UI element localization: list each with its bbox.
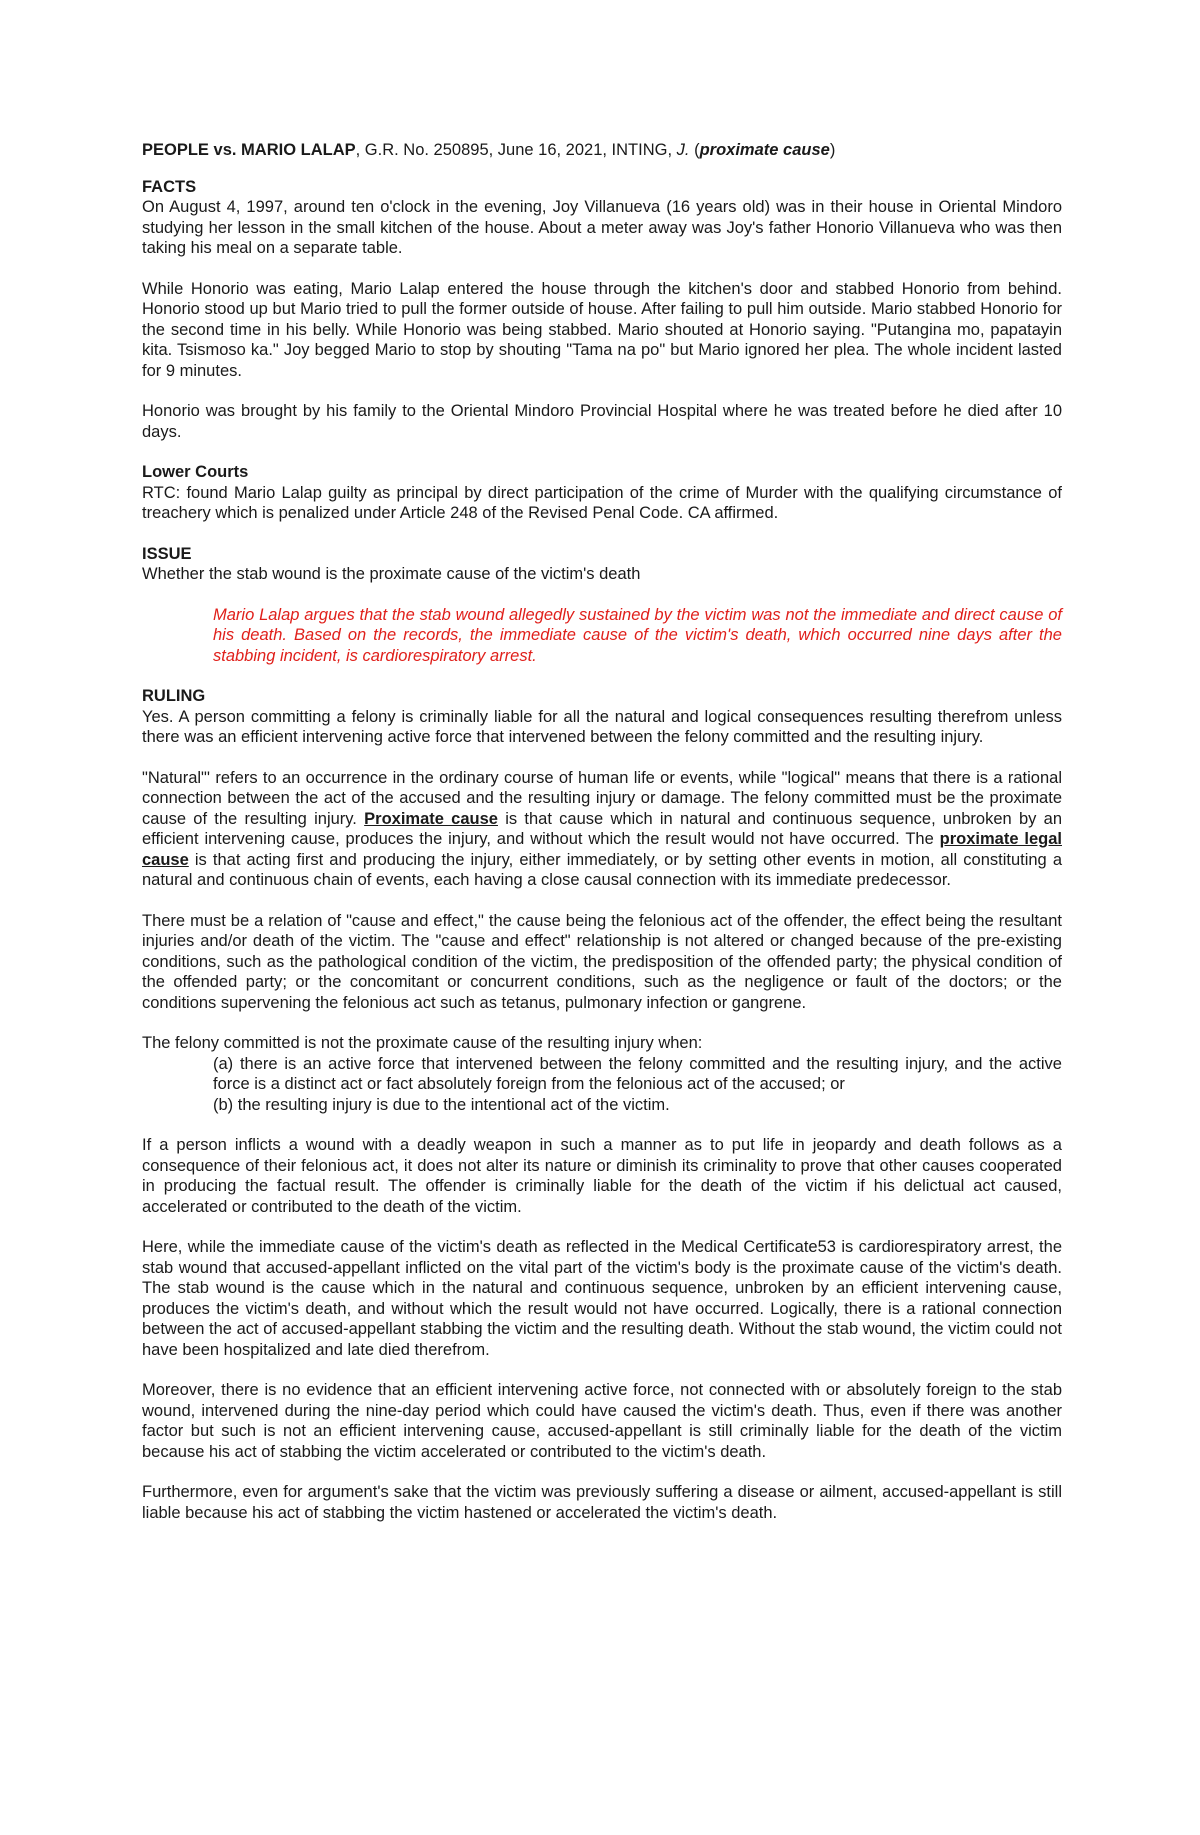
ruling-p2-text-a: "Natural"' refers to an occurrence in the ordinary course of human life or events, while "logical" means that there is a rational connection between the act of the accused and the resulting injury or damage. The felony committed must be the proximate cause of the resulting injury. (142, 768, 1062, 828)
case-title (142, 140, 1062, 161)
issue-heading: ISSUE (142, 544, 192, 563)
case-citation: , G.R. No. 250895, June 16, 2021, INTING, (355, 141, 677, 159)
ruling-heading: RULING (142, 687, 206, 705)
facts-paragraph-3: Honorio was brought by his family to the Oriental Mindoro Provincial Hospital where he was treated before he died after 10 days. (142, 402, 1062, 441)
case-justice: J. (676, 141, 690, 159)
ruling-paragraph-4: The felony committed is not the proximate cause of the resulting injury when: (142, 1034, 703, 1052)
ruling-paragraph-3: There must be a relation of "cause and effect," the cause being the felonious act of the offender, the effect being the resultant injuries and/or death of the victim. The "cause and effect" relationship is not altered or changed because of the pre-existing conditions, such as the pathological condition of the victim, the predisposition of the offended party; the physical condition of the offended party; or the concomitant or concurrent conditions, such as the negligence or fault of the doctors; or the conditions supervening the felonious act such as tetanus, pulmonary infection or gangrene. (142, 911, 1062, 1012)
term-proximate-legal-cause: proximate legal cause (142, 830, 1062, 869)
ruling-paragraph-7: Moreover, there is no evidence that an efficient intervening active force, not connected with or absolutely foreign to the stab wound, intervened during the nine-day period which could have caused the victim's death. Thus, even if there was another factor but such is not an efficient intervening cause, accused-appellant is still criminally liable for the death of the victim because his act of stabbing the victim accelerated or contributed to the victim's death. (142, 1381, 1062, 1461)
ruling-list-item-b: (b) the resulting injury is due to the intentional act of the victim. (213, 1095, 670, 1114)
document-page (142, 140, 1062, 1543)
ruling-paragraph-8: Furthermore, even for argument's sake that the victim was previously suffering a disease or ailment, accused-appellant is still liable because his act of stabbing the victim hastened or accelerated the victim's death. (142, 1483, 1062, 1522)
ruling-p2-text-c: is that acting first and producing the injury, either immediately, or by setting other events in motion, all constituting a natural and continuous chain of events, each having a close causal connection with its immediate predecessor. (142, 850, 1062, 889)
case-name: PEOPLE vs. MARIO LALAP (142, 141, 356, 159)
facts-heading: FACTS (142, 177, 197, 196)
case-topic: proximate cause (699, 141, 830, 159)
lower-courts-paragraph: RTC: found Mario Lalap guilty as principal by direct participation of the crime of Murder with the qualifying circumstance of treachery which is penalized under Article 248 of the Revised Penal Code. CA affirmed. (142, 483, 1062, 522)
term-proximate-cause: Proximate cause (364, 809, 498, 828)
facts-paragraph-1: On August 4, 1997, around ten o'clock in the evening, Joy Villanueva (16 years old) was in their house in Oriental Mindoro studying her lesson in the small kitchen of the house. About a meter away was Joy's father Honorio Villanueva who was then taking his meal on a separate table. (142, 198, 1062, 257)
paren-open: ( (689, 141, 700, 159)
issue-paragraph: Whether the stab wound is the proximate cause of the victim's death (142, 565, 641, 583)
paren-close: ) (829, 141, 836, 159)
ruling-paragraph-6: Here, while the immediate cause of the victim's death as reflected in the Medical Certificate53 is cardiorespiratory arrest, the stab wound that accused-appellant inflicted on the vital part of the victim's body is the proximate cause of the victim's death. The stab wound is the cause which in the natural and continuous sequence, unbroken by an efficient intervening cause, produces the victim's death, and without which the result would not have occurred. Logically, there is a rational connection between the act of accused-appellant stabbing the victim and the resulting death. Without the stab wound, the victim could not have been hospitalized and late died therefrom. (142, 1238, 1062, 1359)
facts-paragraph-2: While Honorio was eating, Mario Lalap entered the house through the kitchen's door and stabbed Honorio from behind. Honorio stood up but Mario tried to pull the former outside of house. After failing to pull him outside. Mario stabbed Honorio for the second time in his belly. While Honorio was being stabbed. Mario shouted at Honorio saying. "Putangina mo, papatayin kita. Tsismoso ka." Joy begged Mario to stop by shouting "Tama na po" but Mario ignored her plea. The whole incident lasted for 9 minutes. (142, 279, 1062, 380)
ruling-paragraph-5: If a person inflicts a wound with a deadly weapon in such a manner as to put life in jeopardy and death follows as a consequence of their felonious act, it does not alter its nature or diminish its criminality to prove that other causes cooperated in producing the factual result. The offender is criminally liable for the death of the victim if his delictual act caused, accelerated or contributed to the death of the victim. (142, 1136, 1062, 1216)
lower-courts-heading: Lower Courts (142, 463, 249, 481)
issue-quote: Mario Lalap argues that the stab wound allegedly sustained by the victim was not the immediate and direct cause of his death. Based on the records, the immediate cause of the victim's death, which occurred nine days after the stabbing incident, is cardiorespiratory arrest. (213, 605, 1062, 665)
ruling-p2-text-b: is that cause which in natural and continuous sequence, unbroken by an efficient intervening cause, produces the injury, and without which the result would not have occurred. The (142, 809, 1062, 848)
ruling-list-item-a: (a) there is an active force that intervened between the felony committed and the resulting injury, and the active force is a distinct act or fact absolutely foreign from the felonious act of the accused; or (213, 1054, 1062, 1093)
ruling-paragraph-1: Yes. A person committing a felony is criminally liable for all the natural and logical consequences resulting therefrom unless there was an efficient intervening active force that intervened between the felony committed and the resulting injury. (142, 707, 1062, 746)
ruling-paragraph-2 (142, 768, 1062, 891)
